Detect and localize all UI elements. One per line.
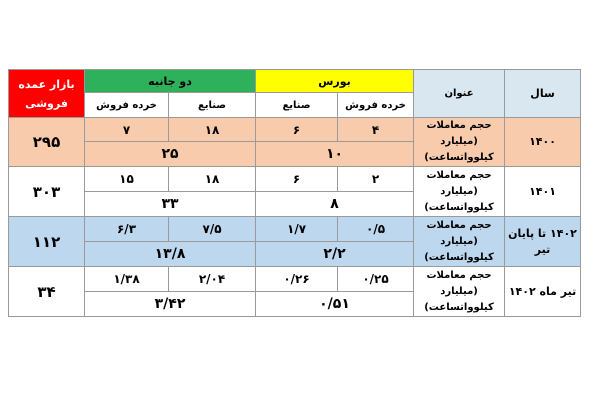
otc-header: دو جانبه	[85, 70, 256, 93]
wholesale-value: ۳۰۳	[9, 167, 85, 217]
bourse-retail-value: ۴	[338, 118, 414, 142]
row-title: حجم معاملات (میلیارد کیلوواتساعت)	[414, 118, 505, 167]
bourse-industry-value: ۱/۷	[256, 217, 338, 242]
bourse-retail-value: ۲	[338, 167, 414, 192]
otc-industry-value: ۱۸	[169, 167, 256, 192]
otc-industry-header: صنایع	[169, 93, 256, 118]
bourse-total-value: ۸	[256, 192, 414, 217]
title-header: عنوان	[414, 70, 505, 118]
bourse-total-value: ۲/۲	[256, 242, 414, 267]
otc-total-value: ۱۳/۸	[85, 242, 256, 267]
row-title: حجم معاملات (میلیارد کیلوواتساعت)	[414, 267, 505, 317]
wholesale-value: ۱۱۲	[9, 217, 85, 267]
otc-total-value: ۳/۴۲	[85, 292, 256, 317]
row-title: حجم معاملات (میلیارد کیلوواتساعت)	[414, 167, 505, 217]
row-year: تیر ماه ۱۴۰۲	[505, 267, 581, 317]
bourse-header: بورس	[256, 70, 414, 93]
bourse-retail-header: خرده فروش	[338, 93, 414, 118]
bourse-industry-value: ۶	[256, 118, 338, 142]
bourse-retail-value: ۰/۵	[338, 217, 414, 242]
wholesale-value: ۲۹۵	[9, 118, 85, 167]
otc-industry-value: ۷/۵	[169, 217, 256, 242]
electricity-trading-table	[8, 69, 581, 317]
otc-total-value: ۳۳	[85, 192, 256, 217]
bourse-retail-value: ۰/۲۵	[338, 267, 414, 292]
otc-retail-value: ۷	[85, 118, 169, 142]
wholesale-value: ۳۴	[9, 267, 85, 317]
otc-industry-value: ۱۸	[169, 118, 256, 142]
bourse-industry-value: ۶	[256, 167, 338, 192]
bourse-total-value: ۰/۵۱	[256, 292, 414, 317]
bourse-industry-header: صنایع	[256, 93, 338, 118]
otc-retail-value: ۱۵	[85, 167, 169, 192]
otc-total-value: ۲۵	[85, 142, 256, 167]
otc-retail-value: ۶/۳	[85, 217, 169, 242]
year-header: سال	[505, 70, 581, 118]
row-title: حجم معاملات (میلیارد کیلوواتساعت)	[414, 217, 505, 267]
row-year: ۱۴۰۰	[505, 118, 581, 167]
otc-retail-header: خرده فروش	[85, 93, 169, 118]
row-year: ۱۴۰۲ تا پایان تیر	[505, 217, 581, 267]
bourse-industry-value: ۰/۲۶	[256, 267, 338, 292]
otc-industry-value: ۲/۰۴	[169, 267, 256, 292]
wholesale-header: بازار عمده فروشی	[9, 70, 85, 118]
bourse-total-value: ۱۰	[256, 142, 414, 167]
row-year: ۱۴۰۱	[505, 167, 581, 217]
otc-retail-value: ۱/۳۸	[85, 267, 169, 292]
